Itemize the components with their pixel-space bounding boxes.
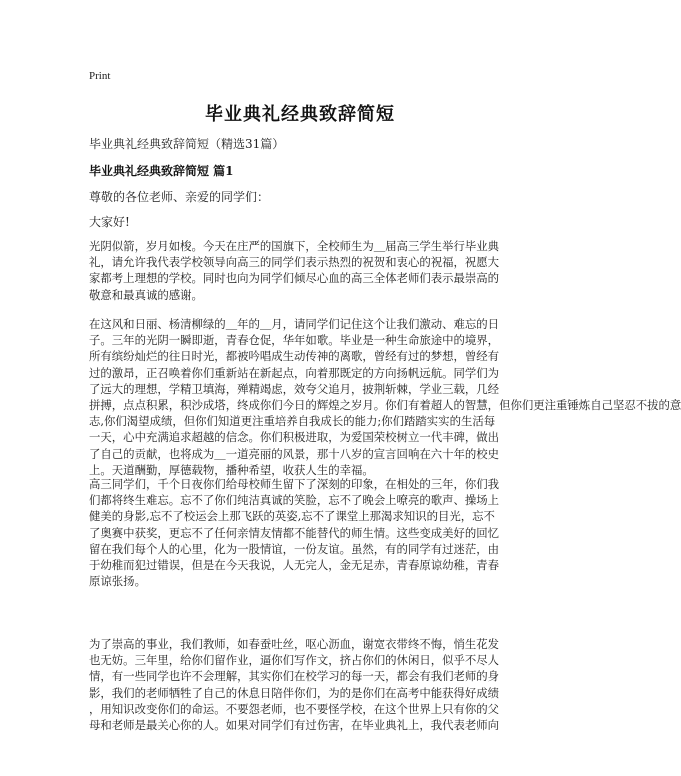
paragraph-line: 志,你们渴望成绩，但你们知道更注重培养自我成长的能力;你们踏踏实实的生活每 bbox=[89, 414, 496, 429]
paragraph-line: 了自己的贡献，也将成为＿一道亮丽的风景，那十八岁的宣言回响在六十年的校史 bbox=[89, 446, 500, 461]
paragraph-line: 家都考上理想的学校。同时也向为同学们倾尽心血的高三全体老师们表示最崇高的 bbox=[89, 271, 500, 286]
paragraph-line: 了远大的理想，学精卫填海，殚精竭虑，效夸父追月，披荆斩棘，学业三载，几经 bbox=[89, 381, 500, 396]
paragraph-line: 于幼稚而犯过错误，但是在今天我说，人无完人，金无足赤，青春原谅幼稚，青春 bbox=[89, 558, 500, 573]
paragraph-line: 影，我们的老师牺牲了自己的休息日陪伴你们，为的是你们在高考中能获得好成绩 bbox=[89, 685, 500, 700]
paragraph-line: 原谅张扬。 bbox=[89, 574, 146, 589]
salutation: 尊敬的各位老师、亲爱的同学们： bbox=[89, 190, 270, 204]
paragraph-line: 拼搏，点点积累，积沙成塔，终成你们今日的辉煌之岁月。你们有着超人的智慧，但你们更注重锤炼自己坚忍不拔的意 bbox=[89, 398, 681, 413]
paragraph-line: 高三同学们，千个日夜你们给母校师生留下了深刻的印象，在相处的三年，你们我 bbox=[89, 477, 500, 491]
section-heading: 毕业典礼经典致辞简短 篇1 bbox=[89, 164, 234, 178]
paragraph-line: ，用知识改变你们的命运。不要怨老师，也不要怪学校，在这个世界上只有你的父 bbox=[89, 701, 500, 716]
paragraph-line: 留在我们每个人的心里，化为一股情谊，一份友谊。虽然，有的同学有过迷茫，由 bbox=[89, 541, 500, 556]
greeting: 大家好! bbox=[89, 215, 130, 229]
paragraph-line: 过的激昂，正召唤着你们重新站在新起点，向着那既定的方向扬帆远航。同学们为 bbox=[89, 365, 500, 380]
paragraph-line: 礼，请允许我代表学校领导向高三的同学们表示热烈的祝贺和衷心的祝福，祝愿大 bbox=[89, 255, 500, 270]
paragraph-line: 在这风和日丽、杨清柳绿的＿年的＿月，请同学们记住这个让我们激动、难忘的日 bbox=[89, 317, 500, 331]
paragraph-line: 健美的身影,忘不了校运会上那飞跃的英姿,忘不了课堂上那渴求知识的目光，忘不 bbox=[89, 509, 495, 524]
paragraph-line: 为了崇高的事业，我们教师，如春蚕吐丝，呕心沥血，谢宽衣带终不悔，悄生花发 bbox=[89, 637, 500, 651]
print-link[interactable]: Print bbox=[89, 70, 111, 82]
paragraph-line: 所有缤纷灿烂的往日时光，都被吟唱成生动传神的离歌，曾经有过的梦想，曾经有 bbox=[89, 349, 500, 364]
paragraph-line: 敬意和最真诚的感谢。 bbox=[89, 287, 203, 302]
paragraph-line: 也无妨。三年里，给你们留作业，逼你们写作文，挤占你们的休闲日，似乎不尽人 bbox=[89, 653, 500, 668]
document-title: 毕业典礼经典致辞简短 bbox=[205, 104, 395, 125]
paragraph-line: 情，有一些同学也许不会理解，其实你们在校学习的每一天，都会有我们老师的身 bbox=[89, 669, 500, 684]
paragraph-line: 光阴似箭，岁月如梭。今天在庄严的国旗下，全校师生为＿届高三学生举行毕业典 bbox=[89, 239, 500, 253]
document-subtitle: 毕业典礼经典致辞简短（精选31篇） bbox=[89, 137, 285, 151]
paragraph-3 bbox=[89, 476, 513, 589]
paragraph-line: 们都将终生难忘。忘不了你们纯洁真诚的笑脸，忘不了晚会上嘹亮的歌声、操场上 bbox=[89, 493, 500, 508]
paragraph-line: 一天，心中充满追求超越的信念。你们积极进取，为爱国荣校树立一代丰碑，做出 bbox=[89, 430, 500, 445]
paragraph-line: 了奥赛中获奖，更忘不了任何亲情友情都不能替代的师生情。这些变成美好的回忆 bbox=[89, 525, 500, 540]
paragraph-1 bbox=[89, 238, 513, 303]
paragraph-line: 上。天道酬勤，厚德载物，播种希望，收获人生的幸福。 bbox=[89, 462, 374, 477]
paragraph-2 bbox=[89, 316, 681, 478]
paragraph-4 bbox=[89, 636, 513, 733]
paragraph-line: 母和老师是最关心你的人。如果对同学们有过伤害，在毕业典礼上，我代表老师向 bbox=[89, 718, 500, 733]
paragraph-line: 子。三年的光阴一瞬即逝，青春仓促，华年如歌。毕业是一种生命旅途中的境界， bbox=[89, 333, 500, 348]
